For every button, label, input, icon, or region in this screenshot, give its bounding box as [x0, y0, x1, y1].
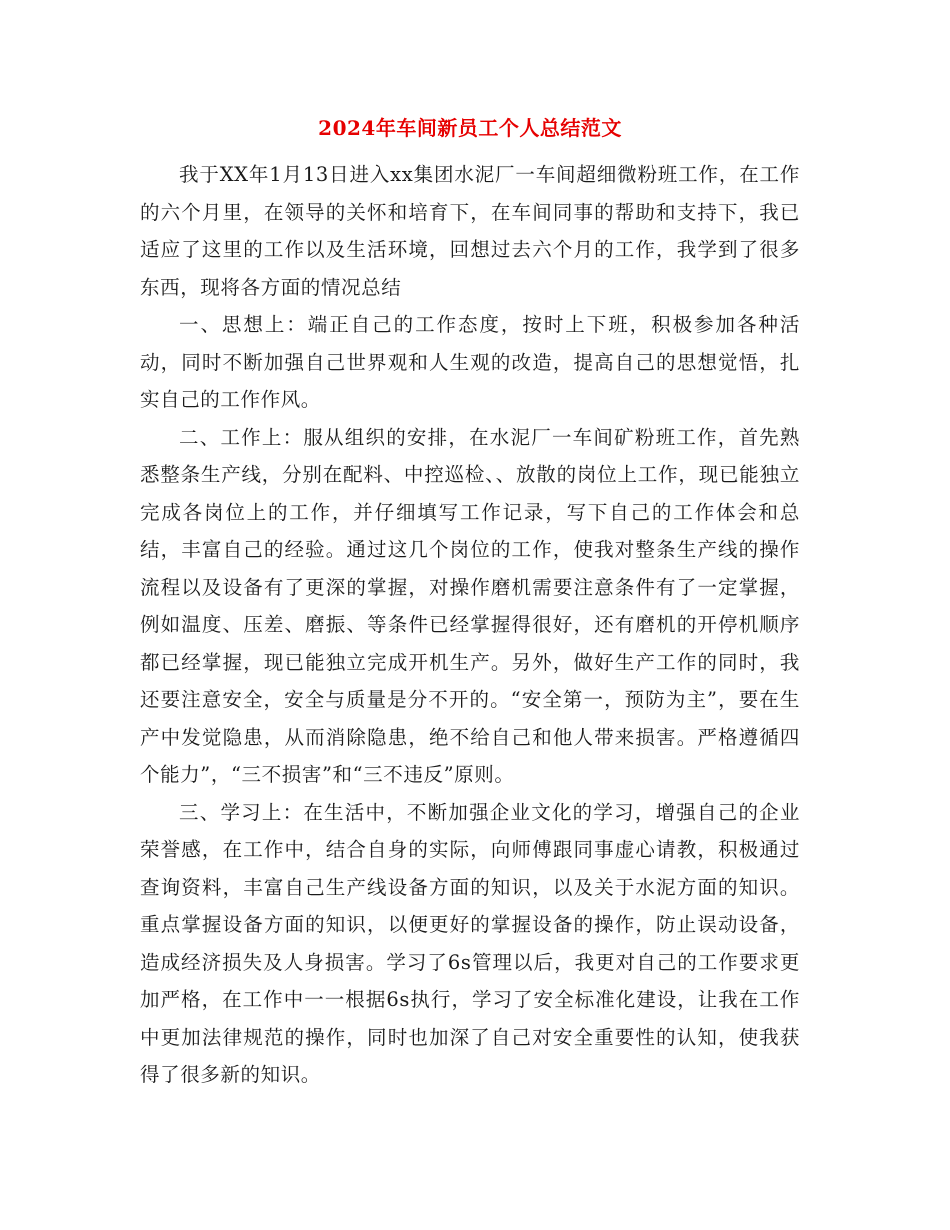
paragraph-intro: 我于XX年1月13日进入xx集团水泥厂一车间超细微粉班工作，在工作的六个月里，在领导的关怀和培育下，在车间同事的帮助和支持下，我已适应了这里的工作以及生活环境，回想过去六个月的工作，我学到了很多东西，现将各方面的情况总结 [140, 163, 800, 299]
paragraph-ideology: 一、思想上：端正自己的工作态度，按时上下班，积极参加各种活动，同时不断加强自己世界观和人生观的改造，提高自己的思想觉悟，扎实自己的工作作风。 [140, 313, 800, 411]
document-title: 2024年车间新员工个人总结范文 [318, 116, 622, 140]
paragraph-work: 二、工作上：服从组织的安排，在水泥厂一车间矿粉班工作，首先熟悉整条生产线，分别在配料、中控巡检、、放散的岗位上工作，现已能独立完成各岗位上的工作，并仔细填写工作记录，写下自己的工作体会和总结，丰富自己的经验。通过这几个岗位的工作，使我对整条生产线的操作流程以及设备有了更深的掌握，对操作磨机需要注意条件有了一定掌握，例如温度、压差、磨振、等条件已经掌握得很好，还有磨机的开停机顺序都已经掌握，现已能独立完成开机生产。另外，做好生产工作的同时，我还要注意安全，安全与质量是分不开的。“安全第一，预防为主”，要在生产中发觉隐患，从而消除隐患，绝不给自己和他人带来损害。严格遵循四个能力”，“三不损害”和“三不违反”原则。 [140, 425, 800, 786]
paragraph-study: 三、学习上：在生活中，不断加强企业文化的学习，增强自己的企业荣誉感，在工作中，结合自身的实际，向师傅跟同事虚心请教，积极通过查询资料，丰富自己生产线设备方面的知识，以及关于水泥方面的知识。重点掌握设备方面的知识，以便更好的掌握设备的操作，防止误动设备，造成经济损失及人身损害。学习了6s管理以后，我更对自己的工作要求更加严格，在工作中一一根据6s执行，学习了安全标准化建设，让我在工作中更加法律规范的操作，同时也加深了自己对安全重要性的认知，使我获得了很多新的知识。 [140, 800, 800, 1086]
